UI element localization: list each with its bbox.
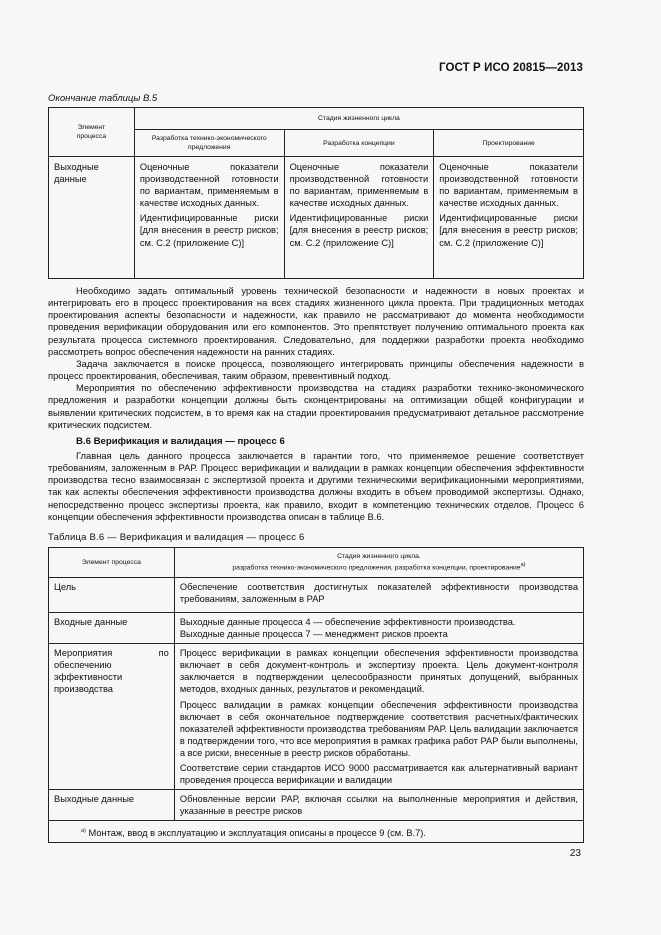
footnote-text: Монтаж, ввод в эксплуатацию и эксплуатация описаны в процессе 9 (см. В.7). (88, 827, 426, 838)
paragraph: Мероприятия по обеспечению эффективности производства на стадиях разработки технико-экономического предложения и разработки концепции должны быть сконцентрированы на оптимизации общей конфигурации и выявлении критических подсистем, в то время как на стадии проектирования предусматривают детальное рассмотрение критических подсистем. (48, 382, 584, 430)
paragraph: Необходимо задать оптимальный уровень технической безопасности и надежности в новых проектах и интегрировать его в процесс проектирования на всех стадиях жизненного цикла проекта. При традиционных методах проектирования аспекты безопасности и надежности, как правило не рассматривают до момента необходимости проведения верификации оборудования или его компонентов. Это препятствует получению оптимального проекта как результата процесса системного проектирования. Следовательно, для поддержки разработки проекта необходимо рассмотреть вопрос обеспечения надежности на ранних стадиях. (48, 285, 584, 357)
table-b5-subheader: Разработка технико-экономического предложения (134, 130, 284, 157)
cell-paragraph: Идентифицированные риски [для внесения в реестр рисков; см. С.2 (приложение С)] (439, 213, 578, 248)
table-b5-row-label: Выходные данные (49, 157, 135, 279)
cell-paragraph: Обеспечение соответствия достигнутых показателей эффективности производства требованиям, заложенным в РАР (179, 582, 578, 605)
table-b6-stage-header (174, 548, 583, 578)
table-b5-subheader: Разработка концепции (284, 130, 434, 157)
cell-paragraph: Оценочные показатели производственной готовности по вариантам, применяемым в качестве исходных данных. (289, 162, 429, 209)
table-b5-cell (284, 157, 434, 279)
page-number: 23 (569, 848, 581, 859)
cell-paragraph: Обновленные версии РАР, включая ссылки на выполненные мероприятия и действия, указанные в реестре рисков (179, 794, 578, 817)
cell-line: Выходные данные процесса 4 — обеспечение эффективности производства. (179, 617, 516, 627)
table-b5-cell (134, 157, 284, 279)
cell-paragraph: Оценочные показатели производственной готовности по вариантам, применяемым в качестве исходных данных. (139, 162, 279, 209)
cell-paragraph: Оценочные показатели производственной готовности по вариантам, применяемым в качестве исходных данных. (439, 162, 578, 209)
table-b6-row-label: Выходные данные (49, 790, 175, 821)
table-b5-caption: Окончание таблицы В.5 (48, 93, 158, 104)
cell-paragraph: Процесс верификации в рамках концепции обеспечения эффективности производства включает в себя документ-контроль и экспертизу проекта. Цель документ-контроля заключается в подтверждении целесообразности принятых допущений, выбранных методов, входных данных, результатов и рекомендаций. (179, 648, 578, 695)
paragraph: Задача заключается в поиске процесса, позволяющего интегрировать принципы обеспечения надежности в процесс проектирования, обеспечивая, таким образом, превентивный подход. (48, 357, 584, 382)
table-b6-cell (174, 578, 583, 613)
table-b5 (48, 107, 584, 279)
table-b6-cell (174, 644, 583, 790)
cell-paragraph: Идентифицированные риски [для внесения в реестр рисков; см. С.2 (приложение С)] (289, 213, 429, 248)
section-heading-b6: В.6 Верификация и валидация — процесс 6 (76, 436, 285, 447)
cell-paragraph: Соответствие серии стандартов ИСО 9000 рассматривается как альтернативный вариант проведения процесса верификации и валидации (179, 763, 578, 786)
table-b6-row-label: Мероприятия по обеспечению эффективности производства (49, 644, 175, 790)
table-b6-row-label: Цель (49, 578, 175, 613)
table-b6-footnote (49, 821, 584, 843)
table-b6-cell (174, 613, 583, 644)
table-b5-stage-header: Стадия жизненного цикла (134, 108, 583, 130)
stage-header-line2: разработка технико-экономического предложения, разработка концепции, проектирование$^{а)}$ (232, 562, 526, 572)
body-text-block-1 (48, 285, 584, 431)
table-b5-col0-header: Элемент процесса (49, 108, 135, 157)
table-b5-cell (434, 157, 584, 279)
table-b6-caption: Таблица В.6 — Верификация и валидация — процесс 6 (48, 532, 305, 543)
table-b6 (48, 547, 584, 843)
table-b6-row-label: Входные данные (49, 613, 175, 644)
document-id: ГОСТ Р ИСО 20815—2013 (438, 62, 583, 74)
table-b6-cell (174, 790, 583, 821)
stage-header-line1: Стадия жизненного цикла. (337, 553, 421, 561)
body-text-block-2 (48, 450, 584, 523)
paragraph: Главная цель данного процесса заключается в гарантии того, что применяемое решение соответствует требованиям, заложенным в РАР. Процесс верификации и валидации в рамках концепции обеспечения эффективности производства тесно взаимосвязан с экспертизой проекта и другими техническими верификационными мероприятиями, так как аспекты обеспечения эффективности производства должны входить в объем проводимой экспертизы. Однако, непосредственно процесс экспертизы проекта, как правило, входит в компетенцию технических отделов. Процесс 6 концепции обеспечения эффективности производства описан в таблице В.6. (48, 450, 584, 522)
footnote-mark: а) (81, 827, 86, 834)
footnote-ref: а) (520, 562, 526, 569)
table-b6-col0-header: Элемент процесса (49, 548, 175, 578)
table-b5-subheader: Проектирование (434, 130, 584, 157)
cell-line: Выходные данные процесса 7 — менеджмент рисков проекта (179, 629, 448, 640)
cell-paragraph: Процесс валидации в рамках концепции обеспечения эффективности производства включает в себя окончательное подтверждение соответствия расчетных/фактических показателей эффективности производства требованиям РАР. Цель валидации заключается в подтверждении того, что все мероприятия в рамках графика работ РАР были выполнены, а все риски, внесенные в реестр рисков обработаны. (179, 699, 578, 758)
cell-paragraph: Идентифицированные риски [для внесения в реестр рисков; см. С.2 (приложение С)] (139, 213, 279, 248)
